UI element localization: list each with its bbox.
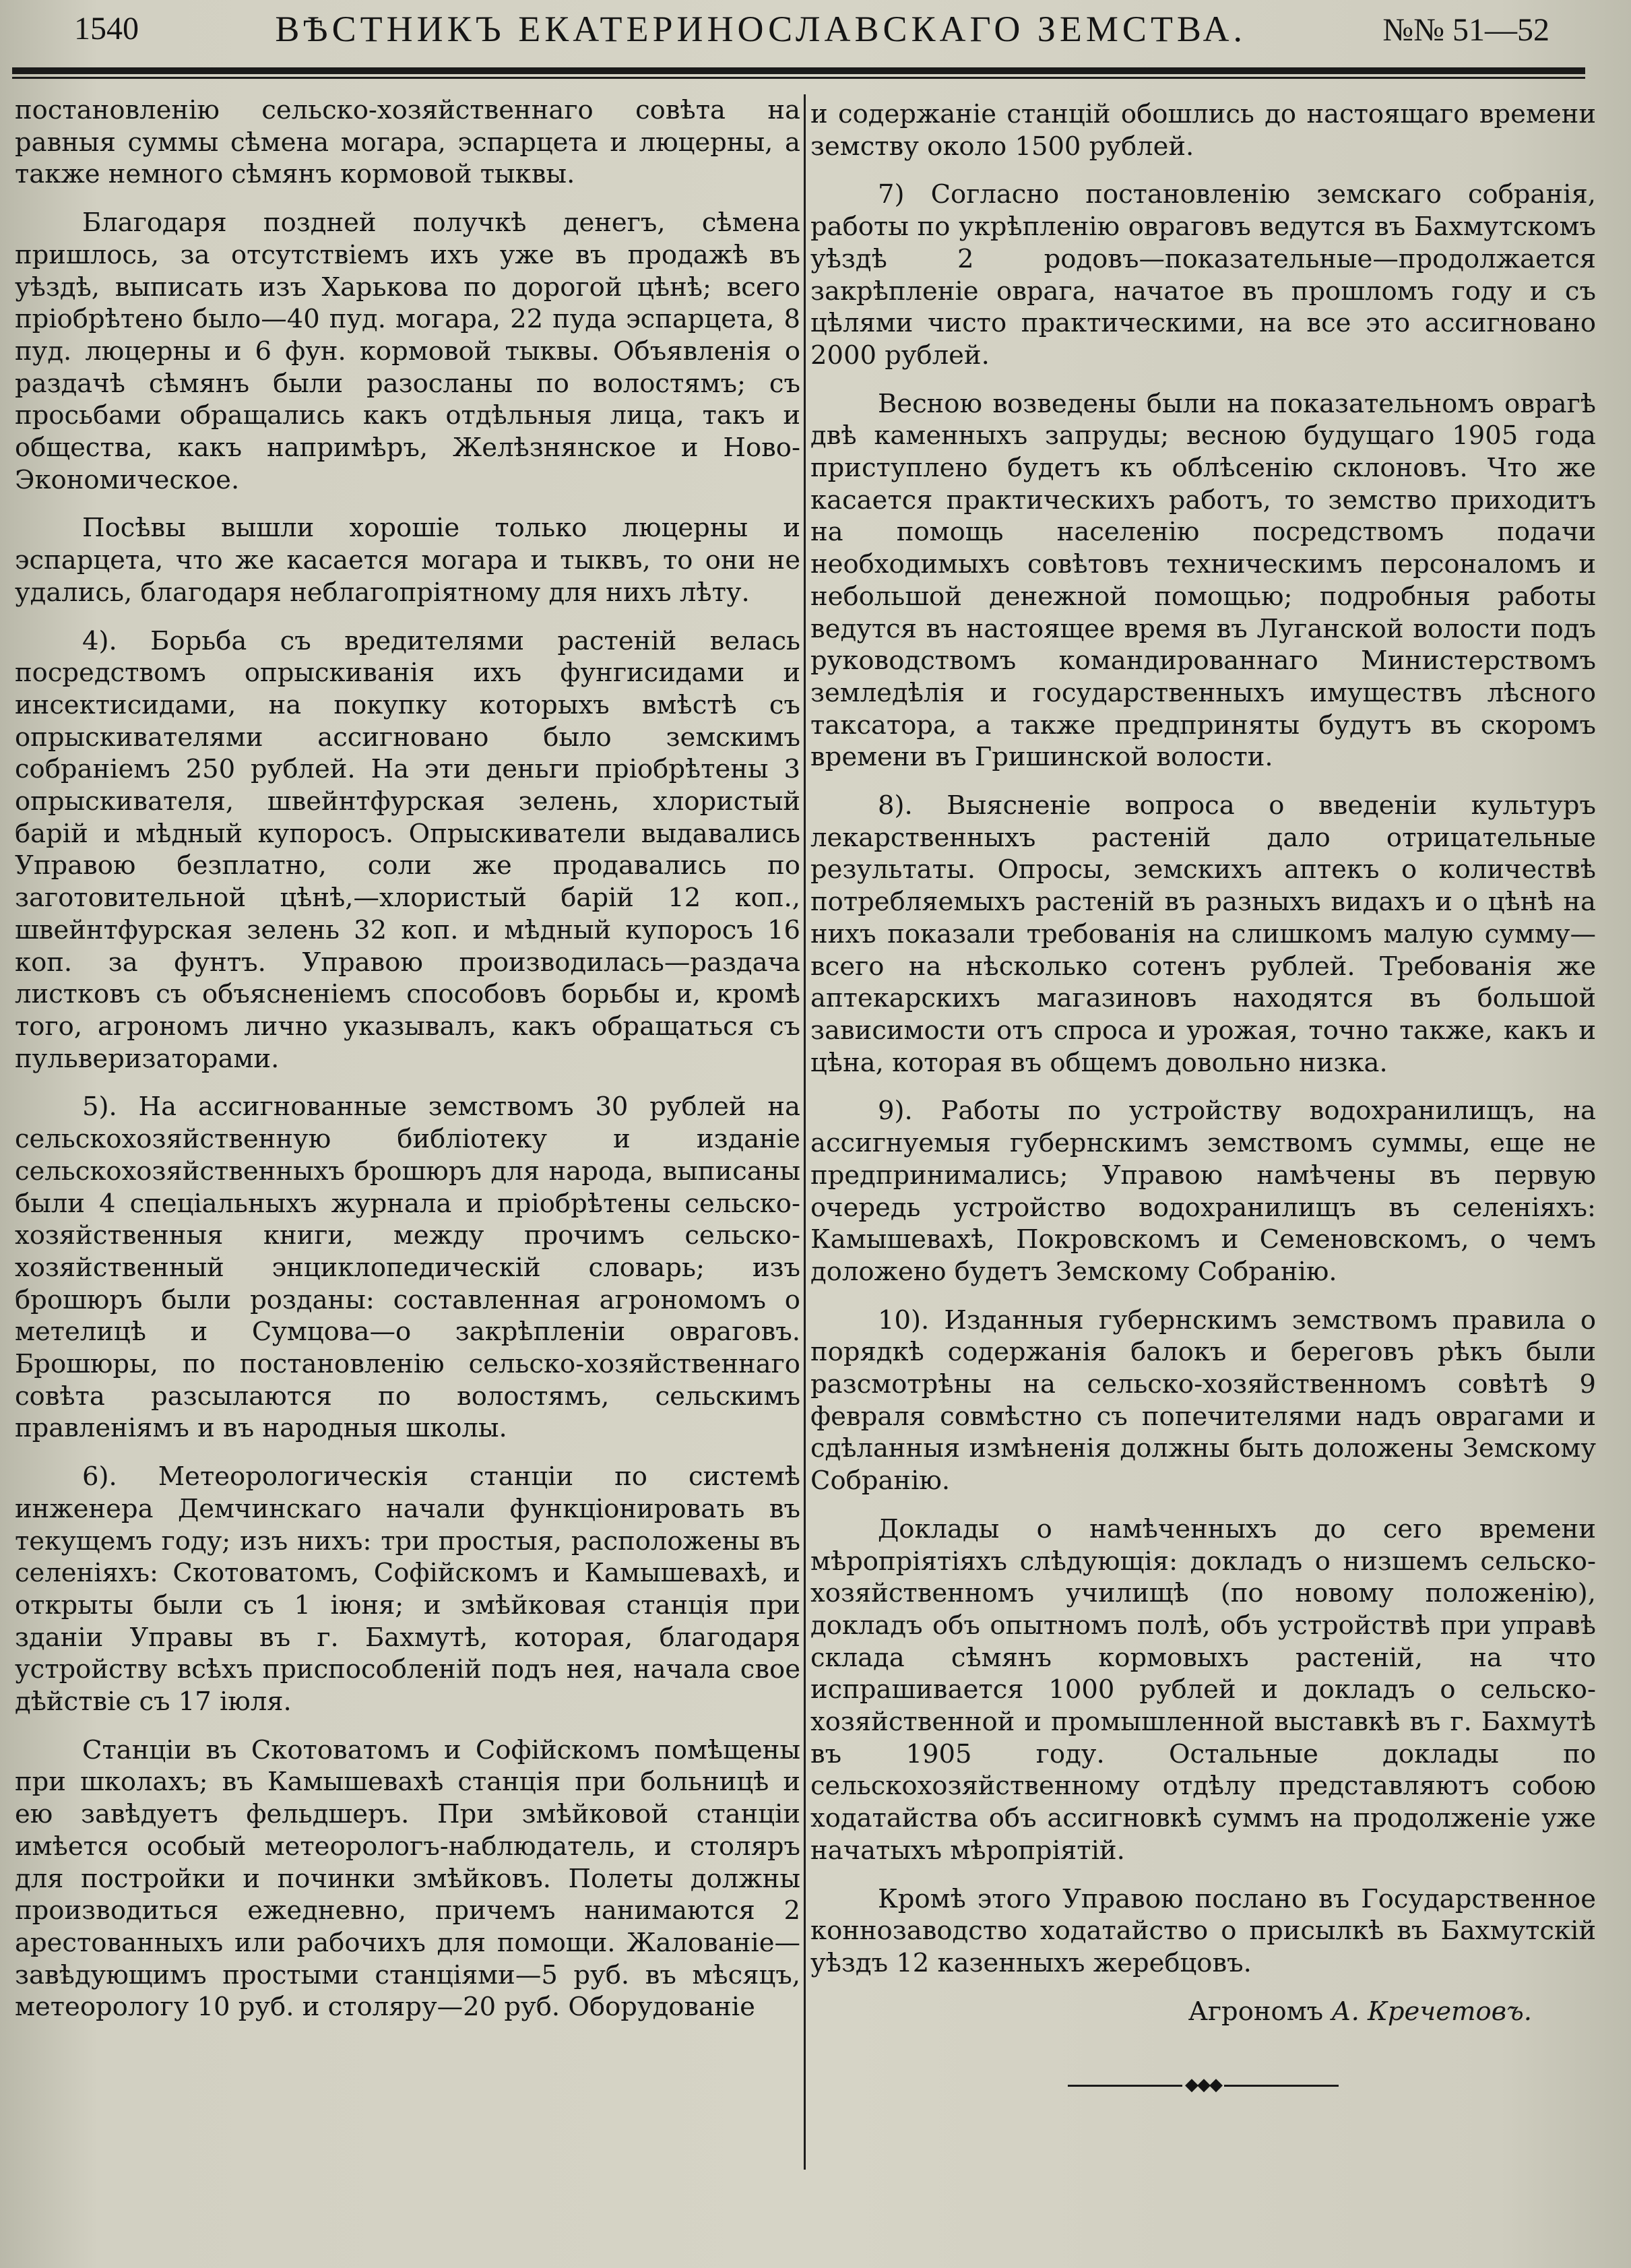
page-number: 1540 xyxy=(74,11,139,46)
paragraph: 10). Изданныя губернскимъ земствомъ правила о порядкѣ содержанія балокъ и береговъ рѣкъ были разсмотрѣны на сельско-хозяйственномъ совѣтѣ 9 февраля совмѣстно съ попечителями надъ оврагами и сдѣланныя измѣненія должны быть доложены Земскому Собранію. xyxy=(810,1304,1596,1497)
paragraph: 8). Выясненіе вопроса о введеніи культуръ лекарственныхъ растеній дало отрицательные результаты. Опросы, земскихъ аптекъ о количествѣ потребляемыхъ растеній въ разныхъ видахъ и о цѣнѣ на нихъ показали требованія на слишкомъ малую сумму—всего на нѣсколько сотенъ рублей. Требованія же аптекарскихъ магазиновъ находятся въ большой зависимости отъ спроса и урожая, точно также, какъ и цѣна, которая въ общемъ довольно низка. xyxy=(810,790,1596,1078)
paragraph: Доклады о намѣченныхъ до сего времени мѣропріятіяхъ слѣдующія: докладъ о низшемъ сельско-хозяйственномъ училищѣ (по новому положенію), докладъ объ опытномъ полѣ, объ устройствѣ при управѣ склада сѣмянъ кормовыхъ растеній, на что испрашивается 1000 рублей и докладъ о сельско-хозяйственной и промышленной выставкѣ въ г. Бахмутѣ въ 1905 году. Остальные доклады по сельскохозяйственному отдѣлу представляютъ собою ходатайства объ ассигновкѣ суммъ на продолженіе уже начатыхъ мѣропріятій. xyxy=(810,1513,1596,1866)
signature xyxy=(810,1996,1532,2028)
right-column xyxy=(810,98,1596,2102)
paragraph: Кромѣ этого Управою послано въ Государственное коннозаводство ходатайство о присылкѣ въ Бахмутскій уѣздъ 12 казенныхъ жеребцовъ. xyxy=(810,1883,1596,1978)
paragraph: Посѣвы вышли хорошіе только люцерны и эспарцета, что же касается могара и тыквъ, то они не удались, благодаря неблагопріятному для нихъ лѣту. xyxy=(15,513,800,608)
end-ornament xyxy=(810,2069,1596,2102)
paragraph: 7) Согласно постановленію земскаго собранія, работы по укрѣпленію овраговъ ведутся въ Бахмутскомъ уѣздѣ 2 родовъ—показательные—продолжается закрѣпленіе оврага, начатое въ прошломъ году и съ цѣлями чисто практическими, на все это ассигновано 2000 рублей. xyxy=(810,179,1596,371)
header-rule-thin xyxy=(12,77,1585,79)
paragraph: 9). Работы по устройству водохранилищъ, на ассигнуемыя губернскимъ земствомъ суммы, еще не предпринимались; Управою намѣчены въ первую очередь устройство водохранилищъ въ селеніяхъ: Камышевахѣ, Покровскомъ и Семеновскомъ, о чемъ доложено будетъ Земскому Собранію. xyxy=(810,1096,1596,1287)
ornament-line-left xyxy=(1068,2085,1182,2087)
paragraph: постановленію сельско-хозяйственнаго совѣта на равныя суммы сѣмена могара, эспарцета и люцерны, а также немного сѣмянъ кормовой тыквы. xyxy=(15,95,800,190)
journal-title: ВѢСТНИКЪ ЕКАТЕРИНОСЛАВСКАГО ЗЕМСТВА. xyxy=(275,9,1247,49)
paragraph: Станціи въ Скотоватомъ и Софійскомъ помѣщены при школахъ; въ Камышевахѣ станція при больницѣ и ею завѣдуетъ фельдшеръ. При змѣйковой станціи имѣется особый метеорологъ-наблюдатель, и столяръ для постройки и починки змѣйковъ. Полеты должны производиться ежедневно, причемъ нанимаются 2 арестованныхъ или рабочихъ для помощи. Жалованіе—завѣдующимъ простыми станціями—5 руб. въ мѣсяцъ, метеорологу 10 руб. и столяру—20 руб. Оборудованіе xyxy=(15,1734,800,2023)
header-rule-thick xyxy=(12,67,1585,74)
page-header xyxy=(27,0,1576,62)
paragraph: Весною возведены были на показательномъ оврагѣ двѣ каменныхъ запруды; весною будущаго 1905 года приступлено будетъ къ облѣсенію склоновъ. Что же касается практическихъ работъ, то земство приходитъ на помощь населенію посредствомъ подачи необходимыхъ совѣтовъ техническимъ персоналомъ и небольшой денежной помощью; подробныя работы ведутся въ настоящее время въ Луганской волости подъ руководствомъ командированнаго Министерствомъ земледѣлія и государственныхъ имуществъ лѣсного таксатора, а также предприняты будутъ въ скоромъ времени въ Гришинской волости. xyxy=(810,388,1596,773)
paragraph: и содержаніе станцій обошлись до настоящаго времени земству около 1500 рублей. xyxy=(810,99,1596,162)
column-divider xyxy=(804,94,806,2170)
diamond-ornament-icon: ◆◆◆ xyxy=(1185,2075,1221,2096)
paragraph: 4). Борьба съ вредителями растеній велась посредствомъ опрыскиванія ихъ фунгисидами и инсектисидами, на покупку которыхъ вмѣстѣ съ опрыскивателями ассигновано было земскимъ собраніемъ 250 рублей. На эти деньги пріобрѣтены 3 опрыскивателя, швейнтфурская зелень, хлористый барій и мѣдный купоросъ. Опрыскиватели выдавались Управою безплатно, соли же продавались по заготовительной цѣнѣ,—хлористый барій 12 коп., швейнтфурская зелень 32 коп. и мѣдный купоросъ 16 коп. за фунтъ. Управою производилась—раздача листковъ съ объясненіемъ способовъ борьбы и, кромѣ того, агрономъ лично указывалъ, какъ обращаться съ пульверизаторами. xyxy=(15,625,800,1074)
signature-name: А. Кречетовъ. xyxy=(1331,1996,1532,2027)
paragraph: Благодаря поздней получкѣ денегъ, сѣмена пришлось, за отсутствіемъ ихъ уже въ продажѣ въ уѣздѣ, выписать изъ Харькова по дорогой цѣнѣ; всего пріобрѣтено было—40 пуд. могара, 22 пуда эспарцета, 8 пуд. люцерны и 6 фун. кормовой тыквы. Объявленія о раздачѣ сѣмянъ были разосланы по волостямъ; съ просьбами обращались какъ отдѣльныя лица, такъ и общества, какъ напримѣръ, Желѣзнянское и Ново-Экономическое. xyxy=(15,208,800,495)
ornament-line-right xyxy=(1224,2085,1339,2087)
paragraph: 6). Метеорологическія станціи по системѣ инженера Демчинскаго начали функціонировать въ текущемъ году; изъ нихъ: три простыя, расположены въ селеніяхъ: Скотоватомъ, Софійскомъ и Камышевахѣ, и открыты были съ 1 іюня; и змѣйковая станція при зданіи Управы въ г. Бахмутѣ, которая, благодаря устройству всѣхъ приспособленій подъ нея, начала свое дѣйствіе съ 17 іюля. xyxy=(15,1461,800,1718)
signature-title: Агрономъ xyxy=(1188,1996,1324,2027)
left-column xyxy=(15,94,800,2040)
paragraph: 5). На ассигнованные земствомъ 30 рублей на сельскохозяйственную библіотеку и изданіе сельскохозяйственныхъ брошюръ для народа, выписаны были 4 спеціальныхъ журнала и пріобрѣтены сельско-хозяйственныя книги, между прочимъ сельско-хозяйственный энциклопедическій словарь; изъ брошюръ были розданы: составленная агрономомъ о метелицѣ и Сумцова—о закрѣпленіи овраговъ. Брошюры, по постановленію сельско-хозяйственнаго совѣта разсылаются по волостямъ, сельскимъ правленіямъ и въ народныя школы. xyxy=(15,1092,800,1444)
issue-number: №№ 51—52 xyxy=(1382,12,1549,48)
